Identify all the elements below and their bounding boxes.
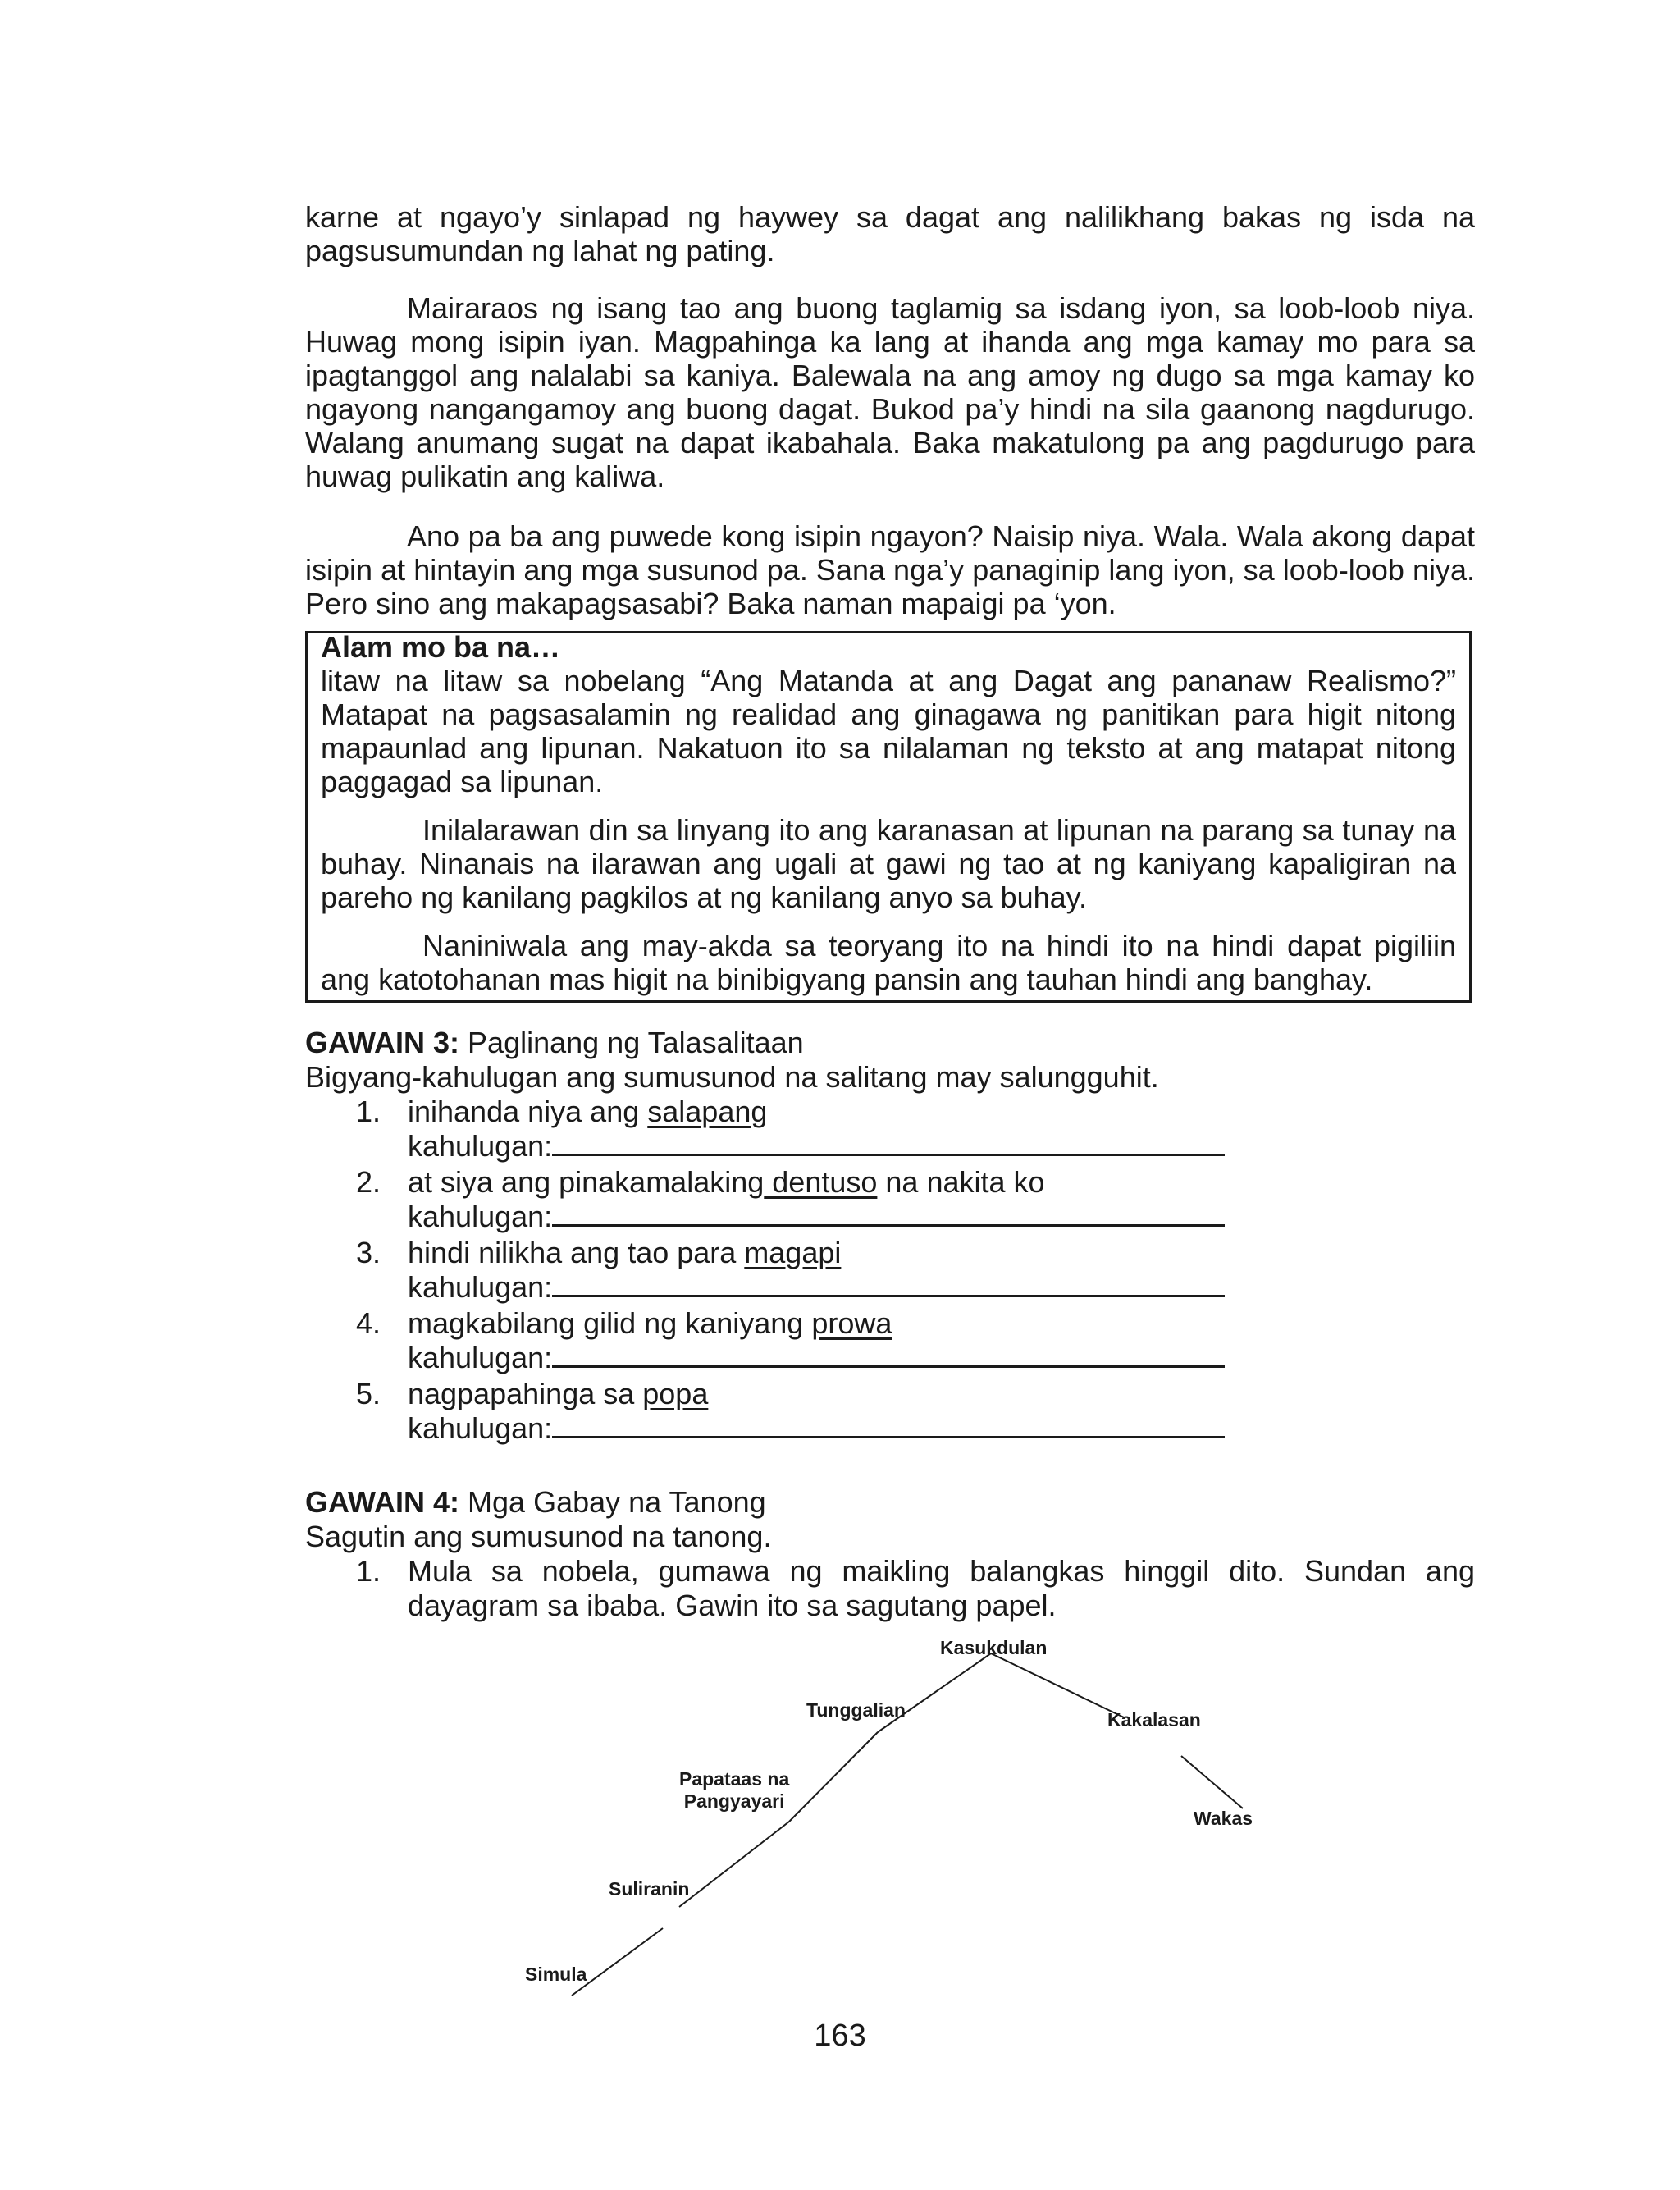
underlined-word: prowa [811, 1306, 892, 1340]
label-papataas-na-pangyayari [679, 1768, 789, 1813]
gawain-3-label: GAWAIN 3: [305, 1026, 460, 1059]
gawain-3-title: Paglinang ng Talasalitaan [468, 1026, 804, 1059]
label-tunggalian: Tunggalian [806, 1699, 906, 1721]
answer-label: kahulugan: [408, 1129, 553, 1163]
page-number: 163 [814, 2019, 866, 2053]
answer-label: kahulugan: [408, 1411, 553, 1445]
underlined-word: magapi [744, 1236, 842, 1269]
answer-label: kahulugan: [408, 1200, 553, 1233]
label-line: Pangyayari [683, 1790, 785, 1812]
connector-line [789, 1732, 878, 1822]
phrase-text: magkabilang gilid ng kaniyang [408, 1306, 812, 1340]
label-simula: Simula [525, 1964, 587, 1985]
phrase-text: inihanda niya ang [408, 1095, 648, 1128]
label-suliranin: Suliranin [609, 1878, 690, 1900]
phrase-text: hindi nilikha ang tao para [408, 1236, 745, 1269]
gawain-4-title: Mga Gabay na Tanong [468, 1485, 766, 1519]
item-number: 5. [356, 1377, 381, 1410]
underlined-word: popa [642, 1377, 709, 1410]
label-line: Papataas na [679, 1768, 790, 1790]
underlined-word: salapang [647, 1095, 768, 1128]
gawain-4-instruction: Sagutin ang sumusunod na tanong. [305, 1520, 772, 1553]
box-paragraph-1: litaw na litaw sa nobelang “Ang Matanda at ang Dagat ang pananaw Realismo?” Matapat na pagsasalamin ng realidad ang ginagawa ng panitikan para higit nitong mapaunlad ang lipunan. Nakatuon ito sa nilalaman ng teksto at ang matapat nitong paggagad sa lipunan. [321, 664, 1456, 798]
item-number: 2. [356, 1165, 381, 1199]
box-paragraph-2: Inilalarawan din sa linyang ito ang karanasan at lipunan na parang sa tunay na buhay. Ninanais na ilarawan ang ugali at gawi ng tao at ng kaniyang kapaligiran na pareho ng kanilang pagkilos at ng kanilang anyo sa buhay. [321, 813, 1456, 914]
connector-line [991, 1653, 1124, 1717]
item-number: 1. [356, 1095, 381, 1128]
box-paragraph-3: Naniniwala ang may-akda sa teoryang ito na hindi ito na hindi dapat pigiliin ang katotohanan mas higit na binibigyang pansin ang tauhan hindi ang banghay. [321, 929, 1456, 996]
gawain-4-label: GAWAIN 4: [305, 1485, 460, 1519]
box-title: Alam mo ba na… [321, 630, 561, 664]
phrase-text: at siya ang pinakamalaking [408, 1165, 765, 1199]
paragraph-2-text: Mairaraos ng isang tao ang buong taglamig sa isdang iyon, sa loob-loob niya. Huwag mong isipin iyan. Magpahinga ka lang at ihanda ang mga kamay mo para sa ipagtanggol ang nalalabi sa kaniya. Balewala na ang amoy ng dugo sa mga kamay ko ngayong nangangamoy ang buong dagat. Bukod pa’y hindi na sila gaanong nagdurugo. Walang anumang sugat na dapat ikabahala. Baka makatulong pa ang pagdurugo para huwag pulikatin ang kaliwa. [305, 291, 1475, 493]
item-text: Mula sa nobela, gumawa ng maikling balangkas hinggil dito. Sundan ang dayagram sa ibaba. Gawin ito sa sagutang papel. [408, 1554, 1475, 1622]
connector-line [679, 1822, 789, 1907]
item-number: 3. [356, 1236, 381, 1269]
phrase-text: nagpapahinga sa [408, 1377, 643, 1410]
gawain-3-instruction: Bigyang-kahulugan ang sumusunod na salitang may salungguhit. [305, 1060, 1159, 1094]
paragraph-1-text: karne at ngayo’y sinlapad ng haywey sa dagat ang nalilikhang bakas ng isda na pagsusumundan ng lahat ng pating. [305, 200, 1475, 267]
item-number: 4. [356, 1306, 381, 1340]
item-number: 1. [356, 1554, 381, 1588]
label-wakas: Wakas [1194, 1808, 1253, 1829]
answer-label: kahulugan: [408, 1341, 553, 1374]
phrase-text: na nakita ko [877, 1165, 1045, 1199]
label-kakalasan: Kakalasan [1107, 1709, 1201, 1731]
paragraph-3-text: Ano pa ba ang puwede kong isipin ngayon? Naisip niya. Wala. Wala akong dapat isipin at hintayin ang mga susunod pa. Sana nga’y panaginip lang iyon, sa loob-loob niya. Pero sino ang makapagsasabi? Baka naman mapaigi pa ‘yon. [305, 519, 1475, 620]
answer-label: kahulugan: [408, 1270, 553, 1304]
connector-line [1181, 1756, 1243, 1808]
underlined-word: dentuso [764, 1165, 878, 1199]
label-kasukdulan: Kasukdulan [940, 1637, 1048, 1658]
